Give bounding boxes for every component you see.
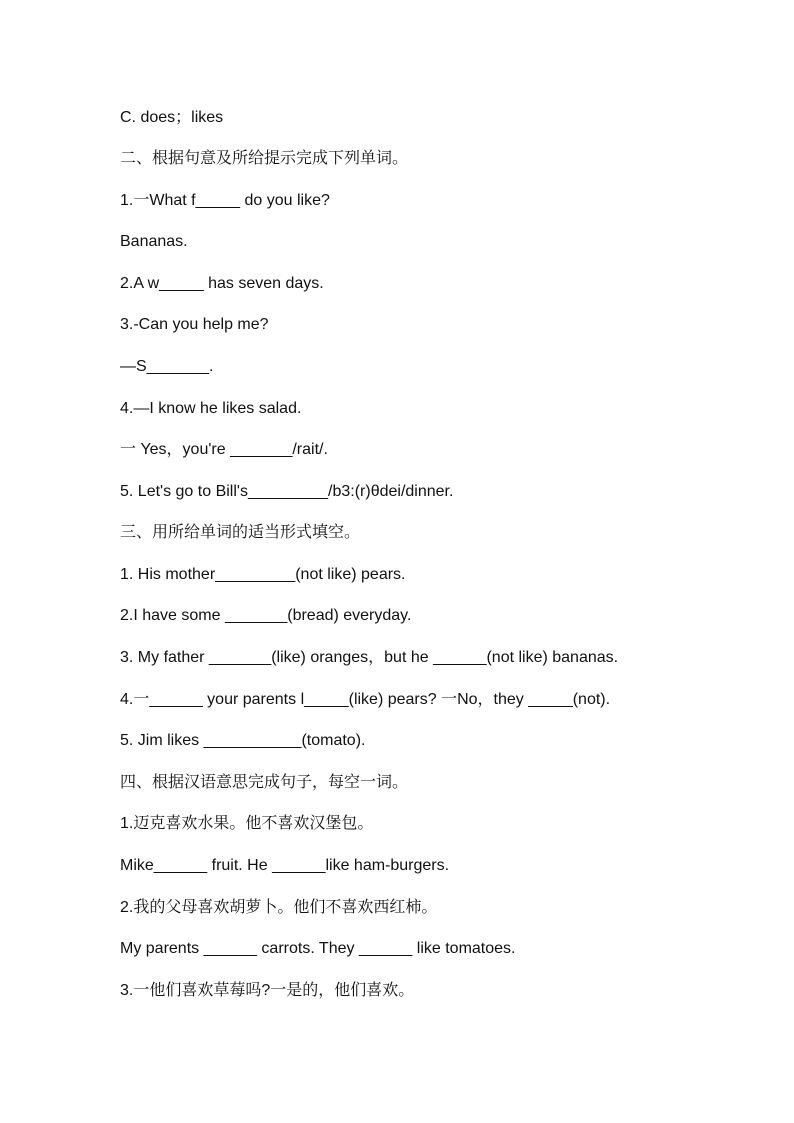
section-3-question-1: 1. His mother_________(not like) pears.	[120, 566, 406, 583]
section-2-question-2: 2.A w_____ has seven days.	[120, 275, 324, 292]
section-4-heading: 四、根据汉语意思完成句子，每空一词。	[120, 774, 409, 791]
section-3-question-5: 5. Jim likes ___________(tomato).	[120, 732, 366, 749]
section-3-question-2: 2.I have some _______(bread) everyday.	[120, 607, 412, 624]
section-2-question-4-reply: 一 Yes，you're _______/rait/.	[120, 441, 328, 458]
section-2-question-3-reply: —S_______.	[120, 358, 214, 375]
answer-option-c: C. does；likes	[120, 109, 224, 126]
section-4-question-2-english: My parents ______ carrots. They ______ like tomatoes.	[120, 940, 516, 957]
section-4-question-2-chinese: 2.我的父母喜欢胡萝卜。他们不喜欢西红柿。	[120, 899, 438, 916]
section-4-question-3-chinese: 3.一他们喜欢草莓吗?一是的，他们喜欢。	[120, 982, 415, 999]
section-2-question-5: 5. Let's go to Bill's_________/b3:(r)θdei/dinner.	[120, 483, 454, 500]
section-2-question-4: 4.—I know he likes salad.	[120, 400, 302, 417]
section-3-question-4: 4.一______ your parents l_____(like) pears? 一No，they _____(not).	[120, 691, 611, 708]
section-2-question-1-reply: Bananas.	[120, 233, 188, 250]
section-4-question-1-chinese: 1.迈克喜欢水果。他不喜欢汉堡包。	[120, 815, 374, 832]
section-2-question-3: 3.-Can you help me?	[120, 316, 269, 333]
section-2-question-1: 1.一What f_____ do you like?	[120, 192, 330, 209]
section-3-heading: 三、用所给单词的适当形式填空。	[120, 524, 361, 541]
section-2-heading: 二、根据句意及所给提示完成下列单词。	[120, 150, 409, 167]
section-4-question-1-english: Mike______ fruit. He ______like ham-burgers.	[120, 857, 450, 874]
section-3-question-3: 3. My father _______(like) oranges，but he ______(not like) bananas.	[120, 649, 619, 666]
